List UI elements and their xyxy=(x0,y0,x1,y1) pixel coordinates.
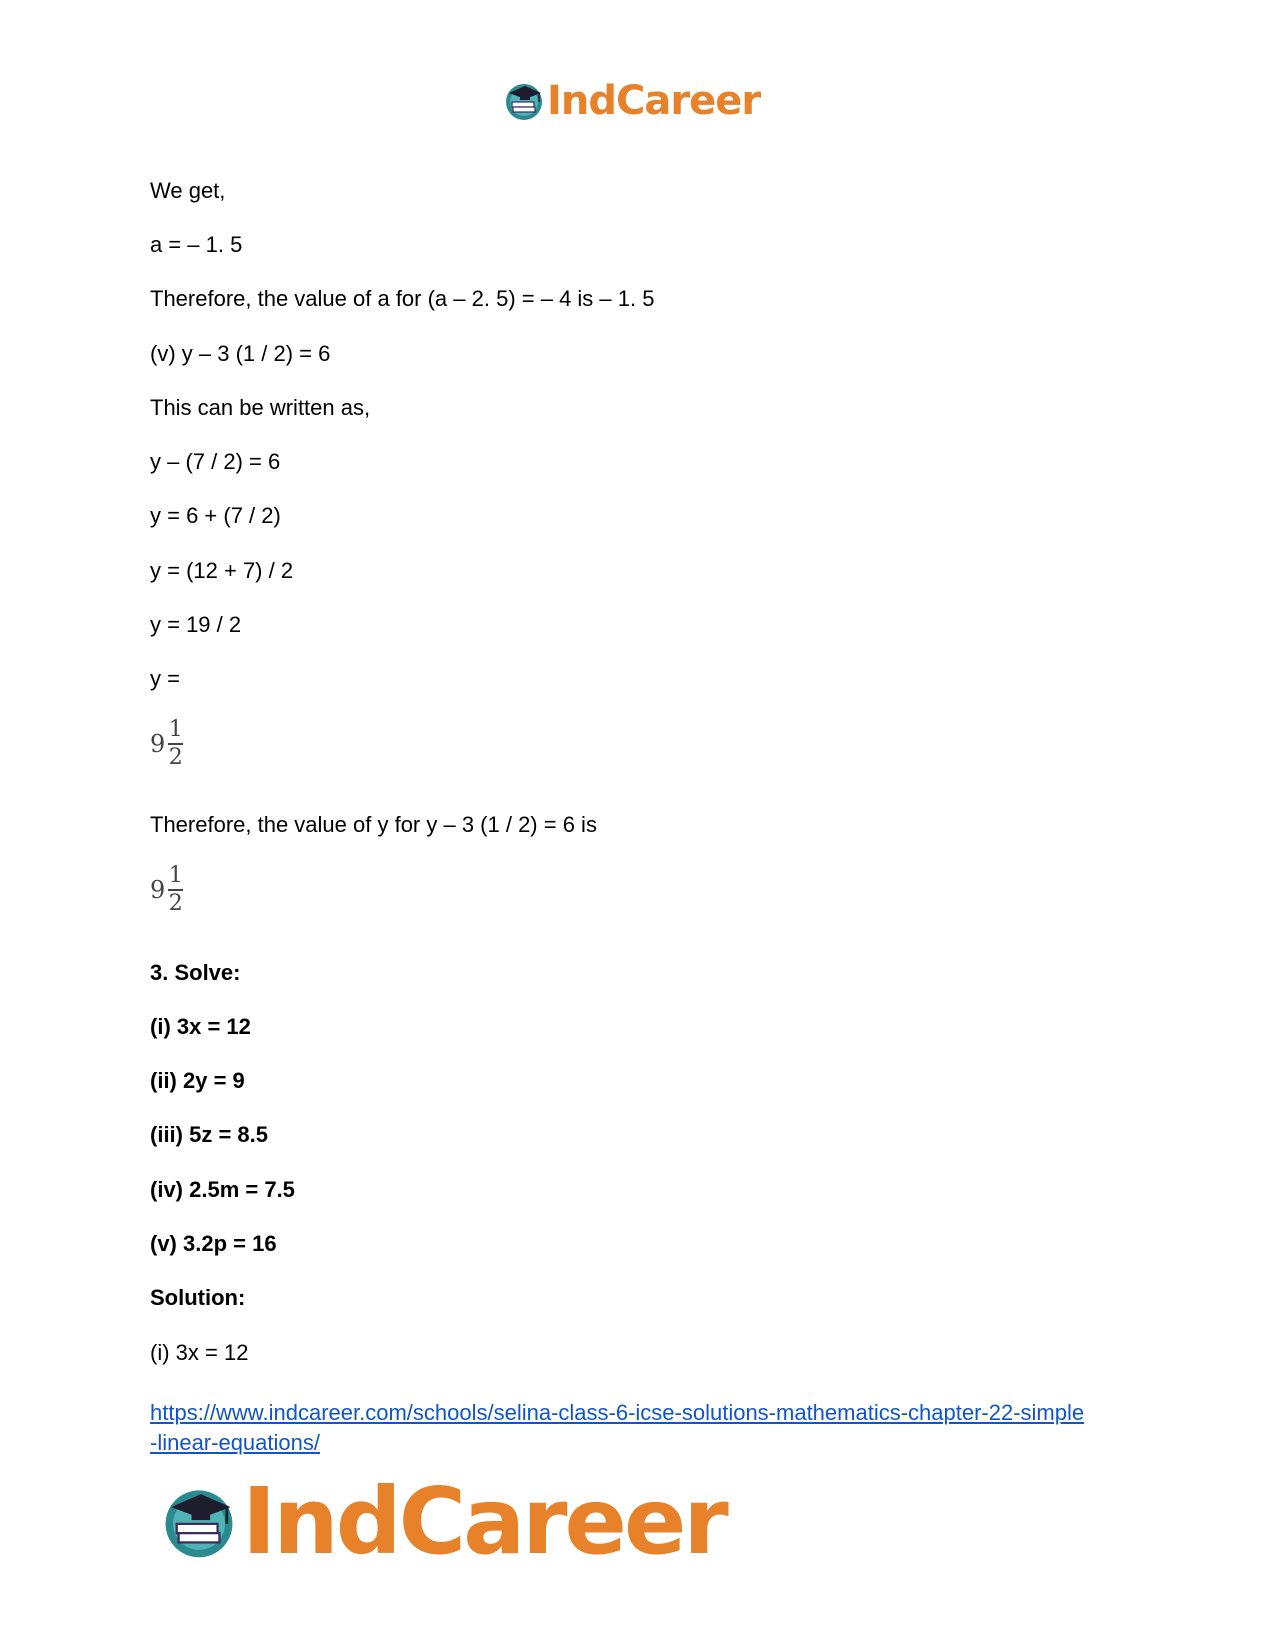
graduation-book-icon xyxy=(160,1483,238,1561)
text-line: This can be written as, xyxy=(150,395,371,420)
text-line: (v) y – 3 (1 / 2) = 6 xyxy=(150,341,331,366)
fraction-whole: 9 xyxy=(150,875,166,904)
question-item: (i) 3x = 12 xyxy=(150,1014,251,1039)
text-line: y = 6 + (7 / 2) xyxy=(150,503,281,528)
mixed-fraction xyxy=(150,718,183,770)
header-logo xyxy=(503,78,760,124)
text-line: a = – 1. 5 xyxy=(150,232,243,257)
question-heading: 3. Solve: xyxy=(150,960,241,985)
question-item: (v) 3.2p = 16 xyxy=(150,1231,277,1256)
mixed-fraction xyxy=(150,864,183,916)
text-line: y = 19 / 2 xyxy=(150,612,242,637)
question-item: (ii) 2y = 9 xyxy=(150,1068,245,1093)
solution-heading: Solution: xyxy=(150,1285,246,1310)
text-line: y = (12 + 7) / 2 xyxy=(150,558,294,583)
text-line: y – (7 / 2) = 6 xyxy=(150,449,281,474)
text-line: Therefore, the value of a for (a – 2. 5) = – 4 is – 1. 5 xyxy=(150,286,655,311)
source-link-line[interactable]: https://www.indcareer.com/schools/selina-class-6-icse-solutions-mathematics-chapter-22-simple xyxy=(150,1400,1085,1425)
source-link[interactable] xyxy=(150,1398,1130,1458)
fraction-denominator: 2 xyxy=(168,744,183,770)
fraction-whole: 9 xyxy=(150,729,166,758)
graduation-book-icon xyxy=(503,80,545,122)
text-line: We get, xyxy=(150,178,226,203)
footer-logo xyxy=(160,1468,726,1575)
question-item: (iv) 2.5m = 7.5 xyxy=(150,1177,295,1202)
solution-item: (i) 3x = 12 xyxy=(150,1340,249,1365)
text-line: Therefore, the value of y for y – 3 (1 / 2) = 6 is xyxy=(150,812,597,837)
text-line: y = xyxy=(150,666,180,691)
source-link-line[interactable]: -linear-equations/ xyxy=(150,1430,320,1455)
fraction-numerator: 1 xyxy=(168,717,183,742)
question-item: (iii) 5z = 8.5 xyxy=(150,1122,268,1147)
brand-name: IndCareer xyxy=(547,78,761,124)
fraction-denominator: 2 xyxy=(168,890,183,916)
brand-name: IndCareer xyxy=(242,1468,726,1575)
fraction-numerator: 1 xyxy=(168,863,183,888)
